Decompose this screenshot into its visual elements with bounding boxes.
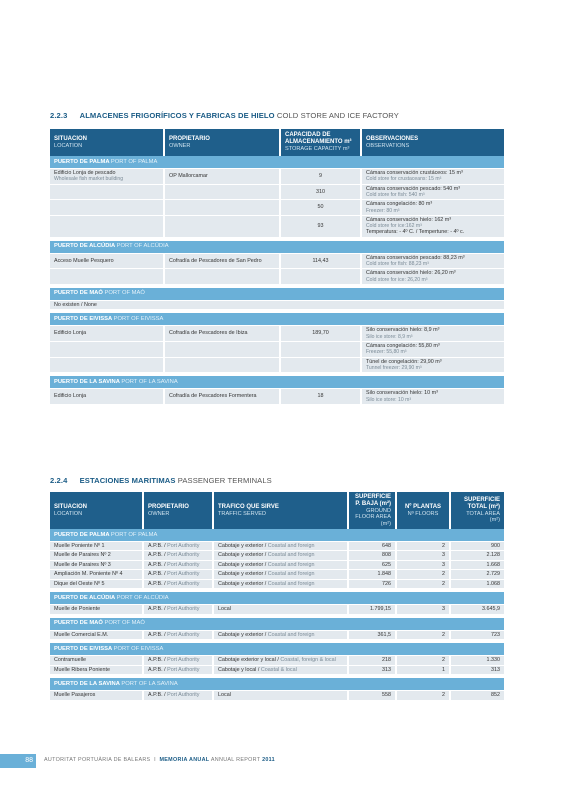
port-group-header: PUERTO DE EIVISSA PORT OF EIVISSA [50,643,506,656]
traffic-cell: Cabotaje y exterior / Coastal and foreign [214,580,349,589]
owner-cell: A.P.B. / Port Authority [144,605,214,614]
owner-cell: A.P.B. / Port Authority [144,551,214,560]
section-number: 2.2.3 [50,111,68,120]
table-row [50,254,506,270]
port-group-header: PUERTO DE PALMA PORT OF PALMA [50,156,506,169]
capacity-cell: 310 [281,185,362,201]
passenger-terminals-table [50,492,506,701]
location-cell [50,358,165,374]
location-cell [50,269,165,285]
table-row [50,542,506,551]
port-group-header: PUERTO DE MAÓ PORT OF MAÓ [50,618,506,631]
capacity-cell: 9 [281,169,362,185]
total-area-cell: 3.645,9 [451,605,506,614]
observation-cell: Silo conservación hielo: 8,9 m³ Silo ice store: 8,9 m³ [362,326,506,342]
ground-area-cell: 218 [349,656,397,665]
col-header-ground-area: SUPERFICIE P. BAJA (m²) GROUND FLOOR AREA (m²) [349,492,397,529]
total-area-cell: 1.068 [451,580,506,589]
table-row [50,358,506,374]
location-cell [50,200,165,216]
traffic-cell: Cabotaje y exterior / Coastal and foreign [214,542,349,551]
observation-cell: Silo conservación hielo: 10 m³ Silo ice store: 10 m³ [362,389,506,405]
table-row [50,570,506,579]
owner-cell [165,342,281,358]
footer-separator: I [154,757,156,763]
table-row [50,185,506,201]
capacity-cell: 189,70 [281,326,362,342]
observation-cell: Túnel de congelación: 29,90 m³ Tunnel freezer: 29,90 m³ [362,358,506,374]
table-row [50,342,506,358]
table-row [50,605,506,614]
cold-store-table [50,129,506,405]
col-header-location: SITUACION LOCATION [50,492,144,529]
col-header-owner: PROPIETARIO OWNER [165,129,281,156]
footer-year: 2011 [262,757,275,763]
floors-cell: 3 [397,605,451,614]
owner-cell: A.P.B. / Port Authority [144,542,214,551]
location-cell: Contramuelle [50,656,144,665]
location-cell: Muelle de Paraires Nº 2 [50,551,144,560]
observation-cell: Cámara conservación hielo: 162 m³ Cold store for ice:162 m³ Temperatura: - 4º C. / Tempertune: - 4º c. [362,216,506,238]
floors-cell: 2 [397,580,451,589]
footer-text [44,757,275,763]
location-cell: Edificio Lonja [50,326,165,342]
table-row [50,666,506,675]
page-footer [0,754,565,768]
owner-cell: Cofradía de Pescadores de San Pedro [165,254,281,270]
ground-area-cell: 1.799,15 [349,605,397,614]
table-row [50,269,506,285]
col-header-capacity: CAPACIDAD DE ALMACENAMIENTO m³ STORAGE CAPACITY m³ [281,129,362,156]
observation-cell: Cámara conservación pescado: 88,23 m³ Cold store for fish: 88,23 m³ [362,254,506,270]
location-cell: Acceso Muelle Pesquero [50,254,165,270]
floors-cell: 2 [397,691,451,700]
ground-area-cell: 648 [349,542,397,551]
col-header-floors: Nº PLANTAS Nº FLOORS [397,492,451,529]
page-number: 88 [0,754,36,768]
port-group-header: PUERTO DE ALCÚDIA PORT OF ALCÚDIA [50,241,506,254]
location-cell: Muelle Ribera Poniente [50,666,144,675]
location-cell [50,185,165,201]
table-row [50,216,506,238]
owner-cell [165,269,281,285]
footer-report-es: MEMORIA ANUAL [159,757,210,763]
owner-cell: A.P.B. / Port Authority [144,691,214,700]
col-header-total-area: SUPERFICIE TOTAL (m²) TOTAL AREA (m²) [451,492,506,529]
location-cell: Edificio Lonja [50,389,165,405]
footer-report-en: ANNUAL REPORT [210,757,261,763]
table-row [50,631,506,640]
traffic-cell: Local [214,605,349,614]
table-row [50,580,506,589]
capacity-cell: 50 [281,200,362,216]
observation-cell: Cámara conservación hielo: 26,20 m³ Cold store for ice: 26,20 m³ [362,269,506,285]
col-header-location: SITUACION LOCATION [50,129,165,156]
location-cell: Edificio Lonja de pescado Wholesale fish market building [50,169,165,185]
owner-cell: A.P.B. / Port Authority [144,570,214,579]
table-row [50,691,506,700]
location-cell: Muelle Poniente Nº 1 [50,542,144,551]
none-cell: No existen / None [50,301,506,310]
traffic-cell: Cabotaje y exterior / Coastal and foreign [214,551,349,560]
floors-cell: 2 [397,542,451,551]
section-title-es: ALMACENES FRIGORÍFICOS Y FABRICAS DE HIELO [79,111,275,120]
owner-cell [165,185,281,201]
port-group-header: PUERTO DE LA SAVINA PORT OF LA SAVINA [50,678,506,691]
table-row [50,326,506,342]
location-cell: Ampliación M. Poniente Nº 4 [50,570,144,579]
owner-cell: Cofradía de Pescadores de Ibiza [165,326,281,342]
floors-cell: 2 [397,631,451,640]
capacity-cell [281,269,362,285]
traffic-cell: Cabotaje y exterior / Coastal and foreign [214,561,349,570]
owner-cell: A.P.B. / Port Authority [144,561,214,570]
ground-area-cell: 558 [349,691,397,700]
ground-area-cell: 361,5 [349,631,397,640]
location-cell: Muelle de Poniente [50,605,144,614]
floors-cell: 2 [397,570,451,579]
ground-area-cell: 726 [349,580,397,589]
traffic-cell: Cabotaje y exterior / Coastal and foreign [214,631,349,640]
ground-area-cell: 1.848 [349,570,397,579]
col-header-traffic: TRAFICO QUE SIRVE TRAFFIC SERVED [214,492,349,529]
capacity-cell [281,358,362,374]
location-cell: Muelle Comercial E.M. [50,631,144,640]
owner-cell: Cofradía de Pescadores Formentera [165,389,281,405]
table-row [50,561,506,570]
owner-cell: OP Mallorcamar [165,169,281,185]
owner-cell [165,216,281,238]
ground-area-cell: 313 [349,666,397,675]
observation-cell: Cámara congelación: 55,80 m³ Freezer: 55,80 m³ [362,342,506,358]
table-row [50,389,506,405]
ground-area-cell: 808 [349,551,397,560]
port-group-header: PUERTO DE PALMA PORT OF PALMA [50,529,506,542]
table-row [50,200,506,216]
location-cell: Muelle de Paraires Nº 3 [50,561,144,570]
section-title-es: ESTACIONES MARITIMAS [79,476,176,485]
traffic-cell: Cabotaje y exterior / Coastal and foreign [214,570,349,579]
total-area-cell: 900 [451,542,506,551]
table-row [50,301,506,310]
ground-area-cell: 625 [349,561,397,570]
total-area-cell: 313 [451,666,506,675]
total-area-cell: 852 [451,691,506,700]
location-cell: Muelle Pasajeros [50,691,144,700]
traffic-cell: Cabotaje y local / Coastal & local [214,666,349,675]
observation-cell: Cámara congelación: 80 m³ Freezer: 80 m³ [362,200,506,216]
capacity-cell: 114,43 [281,254,362,270]
section-title-passenger-terminals [50,476,272,485]
section-title-cold-store [50,111,399,120]
port-group-header: PUERTO DE ALCÚDIA PORT OF ALCÚDIA [50,592,506,605]
capacity-cell: 18 [281,389,362,405]
col-header-owner: PROPIETARIO OWNER [144,492,214,529]
table-row [50,169,506,185]
total-area-cell: 1.668 [451,561,506,570]
owner-cell: A.P.B. / Port Authority [144,656,214,665]
capacity-cell: 93 [281,216,362,238]
location-cell [50,342,165,358]
table-row [50,551,506,560]
floors-cell: 3 [397,561,451,570]
floors-cell: 3 [397,551,451,560]
traffic-cell: Local [214,691,349,700]
port-group-header: PUERTO DE EIVISSA PORT OF EIVISSA [50,313,506,326]
total-area-cell: 1.330 [451,656,506,665]
location-cell [50,216,165,238]
floors-cell: 2 [397,656,451,665]
section-title-en: PASSENGER TERMINALS [177,476,272,485]
port-group-header: PUERTO DE LA SAVINA PORT OF LA SAVINA [50,376,506,389]
table-row [50,656,506,665]
location-cell: Dique del Oeste Nº 5 [50,580,144,589]
owner-cell [165,200,281,216]
owner-cell: A.P.B. / Port Authority [144,666,214,675]
owner-cell: A.P.B. / Port Authority [144,631,214,640]
capacity-cell [281,342,362,358]
observation-cell: Cámara conservación pescado: 540 m³ Cold store for fish: 540 m³ [362,185,506,201]
owner-cell: A.P.B. / Port Authority [144,580,214,589]
section-title-en: COLD STORE AND ICE FACTORY [276,111,399,120]
floors-cell: 1 [397,666,451,675]
owner-cell [165,358,281,374]
col-header-observations: OBSERVACIONES OBSERVATIONS [362,129,506,156]
traffic-cell: Cabotaje exterior y local / Coastal, foreign & local [214,656,349,665]
total-area-cell: 723 [451,631,506,640]
observation-cell: Cámara conservación crustáceos: 15 m³ Cold store for crustaceans: 15 m³ [362,169,506,185]
footer-org: AUTORITAT PORTUÀRIA DE BALEARS [44,757,151,763]
total-area-cell: 2.729 [451,570,506,579]
port-group-header: PUERTO DE MAÓ PORT OF MAÓ [50,288,506,301]
section-number: 2.2.4 [50,476,68,485]
total-area-cell: 2.128 [451,551,506,560]
